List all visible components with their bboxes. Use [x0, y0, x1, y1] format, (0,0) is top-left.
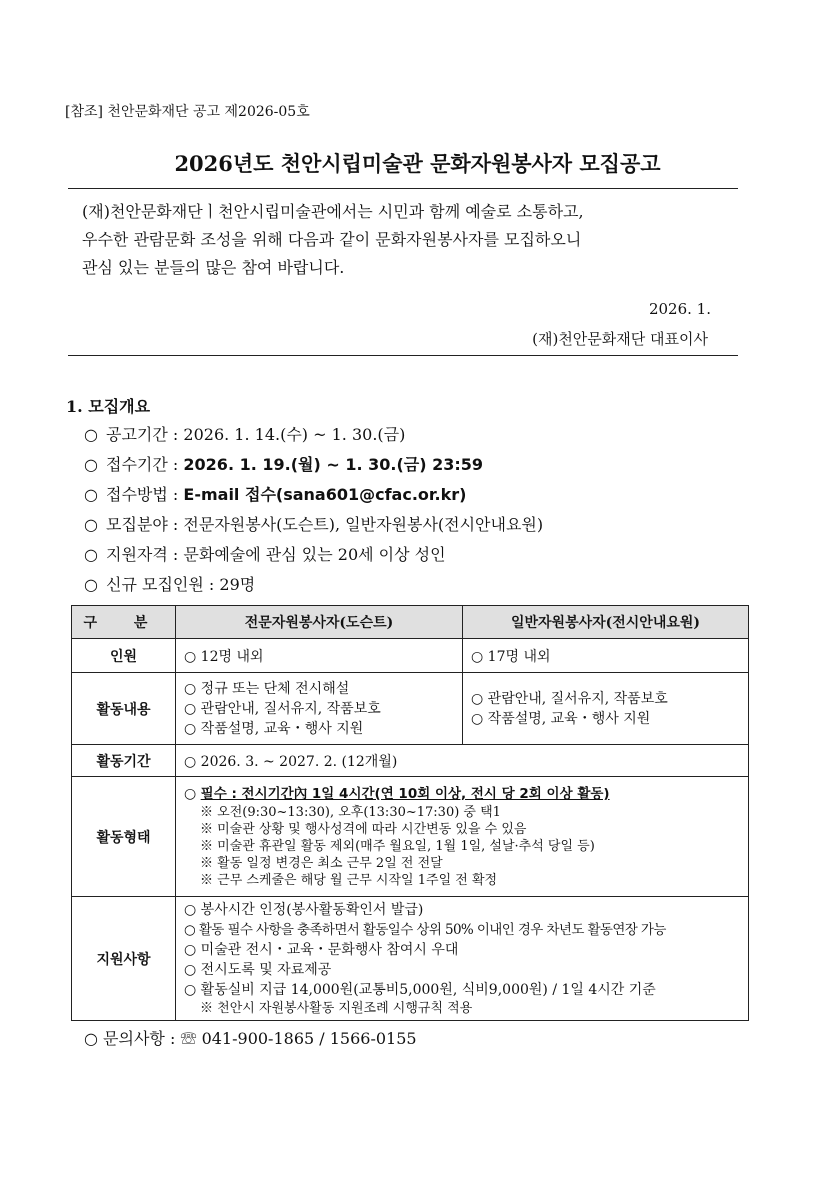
- row-label: 인원: [72, 639, 176, 673]
- contact-info: [84, 1026, 417, 1049]
- overview-list: [84, 420, 543, 600]
- item-label: 모집분야 :: [106, 515, 179, 534]
- contact-phone: 041-900-1865 / 1566-0155: [201, 1029, 417, 1048]
- cell-line: ○ 정규 또는 단체 전시해설: [184, 680, 350, 697]
- table-header-row: [72, 606, 749, 639]
- list-item: [84, 570, 543, 600]
- list-item: [84, 420, 543, 450]
- note-line: ※ 활동 일정 변경은 최소 근무 2일 전 전달: [200, 856, 443, 871]
- item-label: 지원자격 :: [106, 545, 179, 564]
- table-row: [72, 639, 749, 673]
- item-value: 문화예술에 관심 있는 20세 이상 성인: [183, 545, 446, 564]
- table-cell: [176, 897, 749, 1021]
- cell-line: ○ 활동실비 지급 14,000원(교통비5,000원, 식비9,000원) / 1일 4시간 기준: [184, 982, 656, 998]
- cell-line: ○ 활동 필수 사항을 충족하면서 활동일수 상위 50% 이내인 경우 차년도 활동연장 가능: [184, 922, 666, 938]
- bullet: ○: [84, 485, 98, 504]
- list-item: [84, 480, 543, 510]
- reference-number: [참조] 천안문화재단 공고 제2026-05호: [65, 104, 310, 120]
- item-label: 공고기간 :: [106, 425, 179, 444]
- item-label: 접수방법 :: [106, 485, 179, 504]
- required-condition: 필수 : 전시기간內 1일 4시간(연 10회 이상, 전시 당 2회 이상 활동): [200, 786, 610, 802]
- intro-line: 관심 있는 분들의 많은 참여 바랍니다.: [82, 258, 345, 277]
- table-row: [72, 745, 749, 777]
- item-value: 2026. 1. 19.(월) ~ 1. 30.(금) 23:59: [183, 455, 484, 474]
- intro-line: (재)천안문화재단ㅣ천안시립미술관에서는 시민과 함께 예술로 소통하고,: [82, 202, 584, 221]
- list-item: [84, 540, 543, 570]
- list-item: [84, 510, 543, 540]
- item-label: 접수기간 :: [106, 455, 179, 474]
- item-label: 신규 모집인원 :: [106, 575, 215, 594]
- bullet: ○: [84, 575, 98, 594]
- cell-line: [184, 784, 740, 804]
- table-cell: [176, 777, 749, 897]
- header-general: 일반자원봉사자(전시안내요원): [463, 606, 749, 639]
- header-category: 구 분: [72, 606, 176, 639]
- list-item: [84, 450, 543, 480]
- table-row: [72, 897, 749, 1021]
- header-docent: 전문자원봉사자(도슨트): [176, 606, 463, 639]
- cell-line: ○ 작품설명, 교육・행사 지원: [471, 710, 651, 727]
- note-line: ※ 오전(9:30~13:30), 오후(13:30~17:30) 중 택1: [200, 805, 501, 820]
- table-row: [72, 777, 749, 897]
- row-label: 활동형태: [72, 777, 176, 897]
- section-heading: 1. 모집개요: [66, 397, 151, 416]
- cell-line: ○ 관람안내, 질서유지, 작품보호: [471, 690, 668, 707]
- note-line: ※ 근무 스케줄은 해당 월 근무 시작일 1주일 전 확정: [200, 873, 498, 888]
- recruitment-table: [71, 605, 749, 1021]
- note-line: ※ 천안시 자원봉사활동 지원조례 시행규칙 적용: [200, 1001, 473, 1016]
- note-line: ※ 미술관 상황 및 행사성격에 따라 시간변동 있을 수 있음: [200, 822, 527, 837]
- announcement-date: 2026. 1.: [648, 300, 711, 318]
- row-label: 활동기간: [72, 745, 176, 777]
- table-cell: ○ 2026. 3. ~ 2027. 2. (12개월): [176, 745, 749, 777]
- cell-line: ○ 관람안내, 질서유지, 작품보호: [184, 700, 381, 717]
- title-divider: [68, 188, 738, 189]
- phone-icon: ☏: [180, 1029, 197, 1048]
- item-value: 29명: [219, 575, 256, 594]
- table-cell: ○ 17명 내외: [463, 639, 749, 673]
- bullet: ○: [84, 545, 98, 564]
- table-cell: [463, 673, 749, 745]
- header-divider: [68, 355, 738, 356]
- table-cell: ○ 12명 내외: [176, 639, 463, 673]
- table-row: [72, 673, 749, 745]
- item-value: 전문자원봉사(도슨트), 일반자원봉사(전시안내요원): [183, 515, 544, 534]
- note-line: ※ 미술관 휴관일 활동 제외(매주 월요일, 1월 1일, 설날·추석 당일 등): [200, 839, 595, 854]
- page-title: 2026년도 천안시립미술관 문화자원봉사자 모집공고: [174, 151, 661, 176]
- item-value: 2026. 1. 14.(수) ~ 1. 30.(금): [183, 425, 406, 444]
- item-value: E-mail 접수(sana601@cfac.or.kr): [183, 485, 467, 504]
- row-label: 지원사항: [72, 897, 176, 1021]
- table-cell: [176, 673, 463, 745]
- cell-line: ○ 봉사시간 인정(봉사활동확인서 발급): [184, 902, 424, 918]
- bullet: ○: [84, 425, 98, 444]
- row-label: 활동내용: [72, 673, 176, 745]
- contact-label: ○ 문의사항 :: [84, 1029, 176, 1048]
- bullet: ○: [184, 786, 197, 802]
- bullet: ○: [84, 515, 98, 534]
- cell-line: ○ 작품설명, 교육・행사 지원: [184, 720, 364, 737]
- bullet: ○: [84, 455, 98, 474]
- issuer: (재)천안문화재단 대표이사: [532, 330, 708, 348]
- cell-line: ○ 전시도록 및 자료제공: [184, 962, 332, 978]
- intro-paragraph: [82, 198, 722, 282]
- cell-line: ○ 미술관 전시・교육・문화행사 참여시 우대: [184, 942, 459, 958]
- intro-line: 우수한 관람문화 조성을 위해 다음과 같이 문화자원봉사자를 모집하오니: [82, 230, 582, 249]
